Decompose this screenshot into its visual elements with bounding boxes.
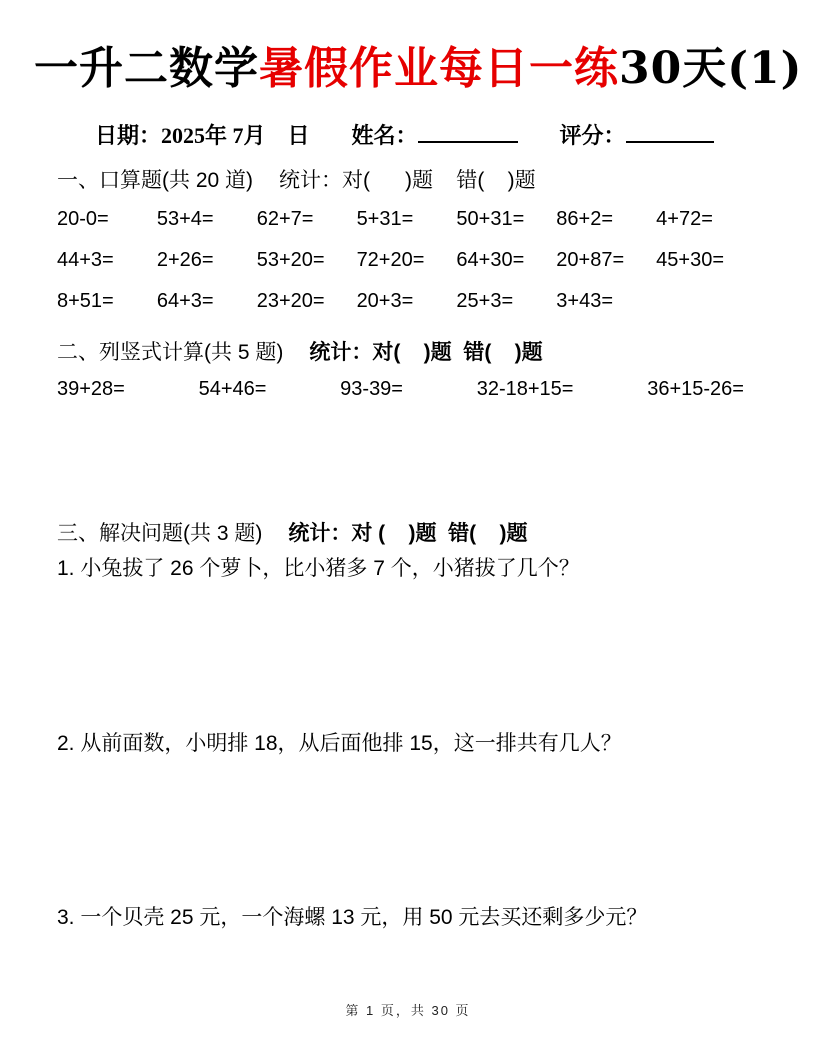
score-label: 评分： [559, 123, 626, 149]
oral-problem: 8+51= [57, 290, 114, 313]
title-segment-summer-homework: 暑假作业每日一练 [259, 43, 619, 94]
oral-problem: 53+20= [256, 249, 325, 272]
oral-problem: 50+31= [456, 208, 525, 231]
oral-problem: 3+43= [556, 290, 614, 313]
vertical-problem: 54+46= [198, 377, 267, 400]
title-segment-grade: 一升二数学 [34, 43, 259, 94]
word-question-2: 2. 从前面数，小明排 18，从后面他排 15，这一排共有几人？ [57, 731, 622, 755]
oral-problems-row-1 [57, 199, 756, 240]
oral-problem: 4+72= [656, 208, 713, 231]
vertical-problems-row [57, 372, 744, 406]
question-2-workspace [0, 758, 816, 896]
oral-problem: 64+3= [156, 290, 214, 313]
oral-problem: 20-0= [57, 208, 109, 231]
section-word-title: 三、解决问题(共 3 题) [57, 522, 263, 546]
name-blank [418, 117, 518, 143]
oral-problem: 64+30= [456, 249, 525, 272]
oral-problem: 45+30= [656, 249, 724, 272]
oral-problems-row-2 [57, 240, 756, 281]
oral-problem: 53+4= [156, 208, 214, 231]
page-title [34, 40, 803, 97]
name-label: 姓名： [351, 123, 418, 149]
oral-problem: 20+87= [556, 249, 625, 272]
oral-problem: 86+2= [556, 208, 614, 231]
word-question-1: 1. 小兔拔了 26 个萝卜，比小猪多 7 个，小猪拔了几个？ [57, 557, 580, 581]
date-label: 日期：2025年 7月 日 [95, 123, 310, 149]
section-word-stats: 统计：对 ( )题 错( )题 [288, 522, 528, 546]
section-word-heading [57, 517, 760, 547]
oral-problem: 72+20= [356, 249, 425, 272]
page-number-footer: 第 1 页，共 30 页 [345, 1003, 471, 1018]
section-oral-heading [57, 164, 760, 194]
vertical-calc-workspace [0, 406, 816, 503]
vertical-problem: 36+15-26= [647, 377, 744, 400]
title-segment-day-number: 30天(1) [619, 43, 803, 94]
section-oral-title: 一、口算题(共 20 道) [57, 169, 254, 193]
question-1-workspace [0, 584, 816, 722]
name-group [352, 123, 518, 148]
oral-problems-row-3 [57, 281, 756, 322]
vertical-problem: 93-39= [340, 377, 403, 400]
oral-problem: 23+20= [256, 290, 325, 313]
section-vertical-stats: 统计：对( )题 错( )题 [309, 341, 543, 365]
oral-problem: 25+3= [456, 290, 514, 313]
info-line [95, 117, 816, 150]
oral-problem: 5+31= [356, 208, 414, 231]
vertical-problem: 32-18+15= [476, 377, 574, 400]
vertical-problem: 39+28= [57, 377, 125, 400]
oral-problem: 62+7= [256, 208, 314, 231]
score-blank [626, 117, 714, 143]
oral-problem: 20+3= [356, 290, 414, 313]
section-vertical-heading [57, 336, 760, 366]
word-question-3: 3. 一个贝壳 25 元，一个海螺 13 元，用 50 元去买还剩多少元？ [57, 905, 648, 929]
oral-problem: 2+26= [156, 249, 214, 272]
oral-problem: 44+3= [57, 249, 114, 272]
score-group [560, 123, 714, 148]
section-vertical-title: 二、列竖式计算(共 5 题) [57, 341, 284, 365]
section-oral-stats: 统计：对( )题 错( )题 [279, 169, 536, 193]
